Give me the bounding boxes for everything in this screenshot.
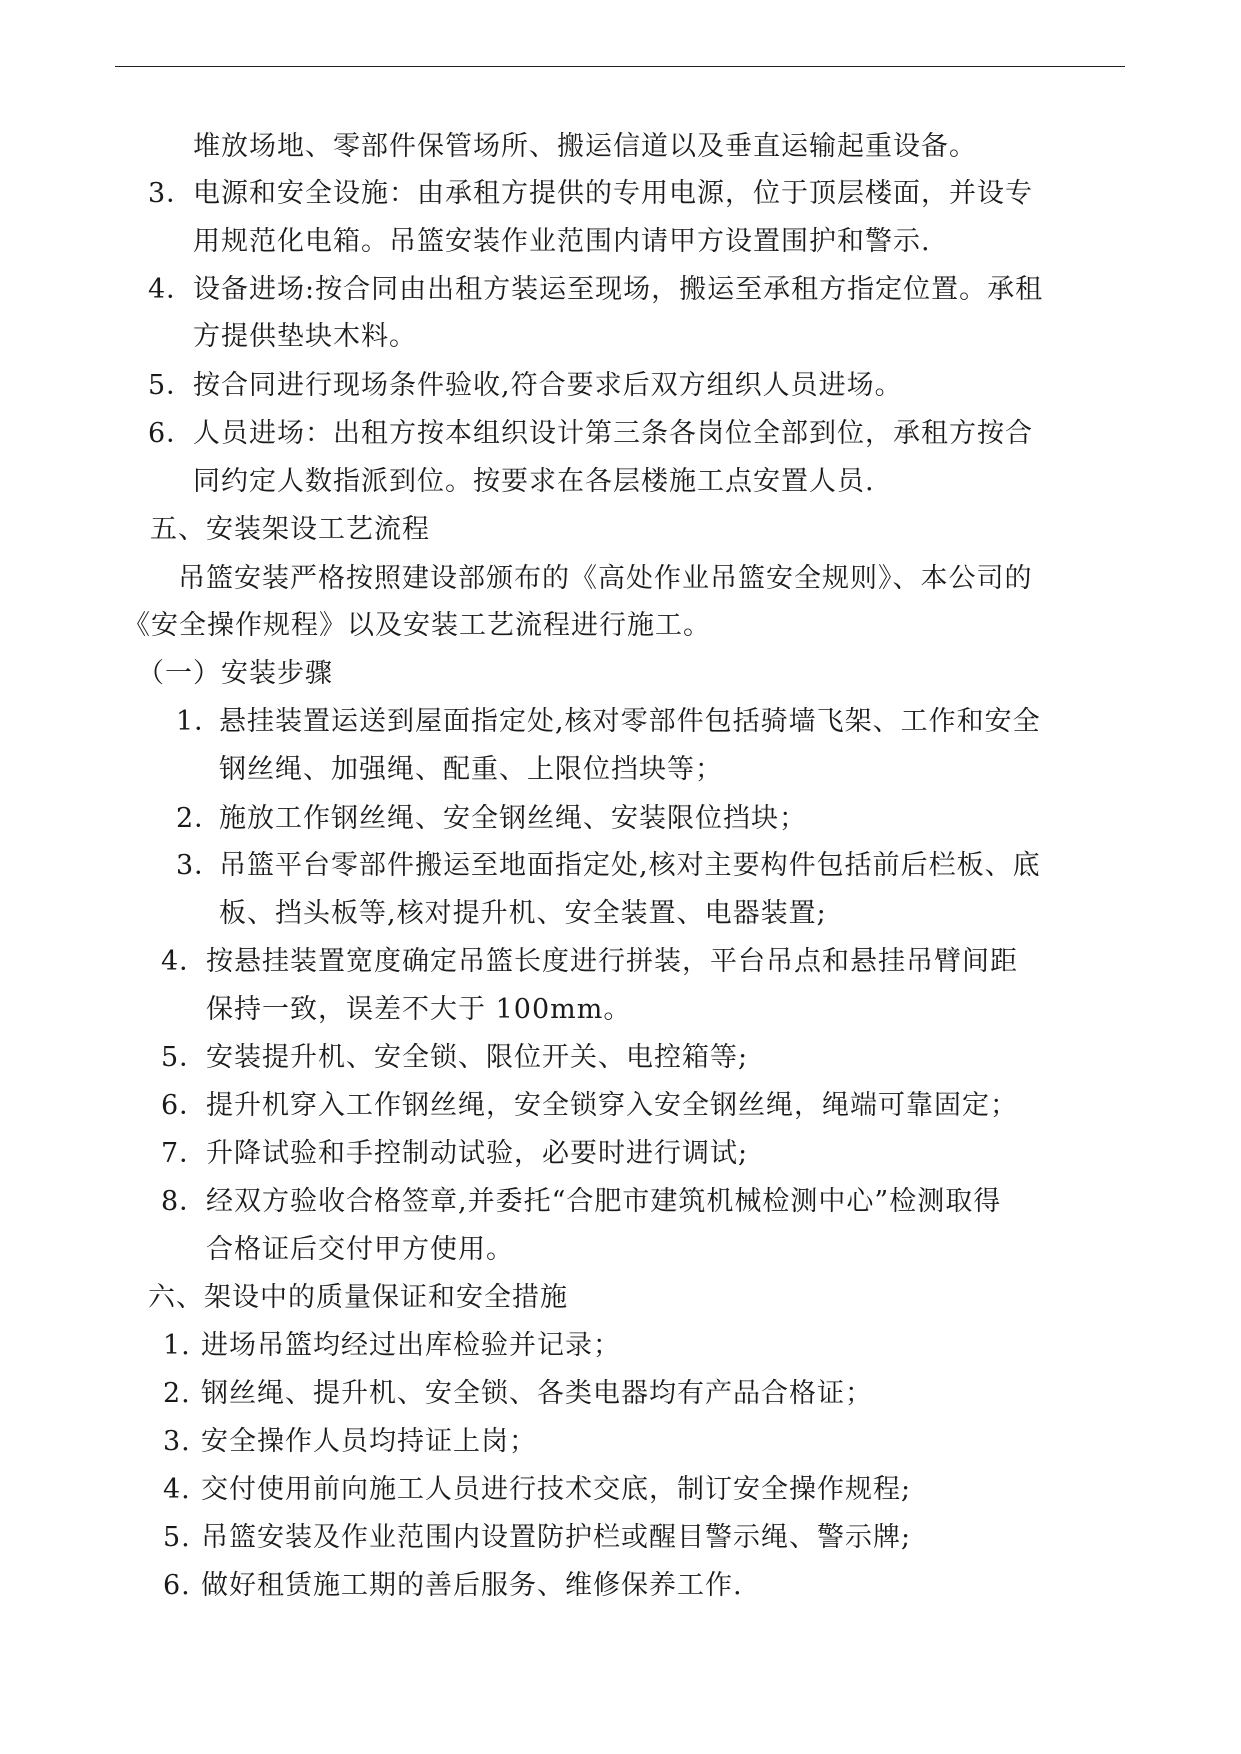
list-item: 6．人员进场：出租方按本组织设计第三条各岗位全部到位，承租方按合 bbox=[148, 418, 1033, 449]
subsection-heading: （一）安装步骤 bbox=[137, 658, 333, 689]
list-item: 6. 做好租赁施工期的善后服务、维修保养工作. bbox=[163, 1570, 743, 1601]
list-item: 2．施放工作钢丝绳、安全钢丝绳、安装限位挡块； bbox=[176, 803, 807, 834]
body-line: 保持一致，误差不大于 100mm。 bbox=[206, 994, 632, 1025]
list-item: 4. 交付使用前向施工人员进行技术交底，制订安全操作规程; bbox=[163, 1474, 912, 1505]
list-item: 5. 吊篮安装及作业范围内设置防护栏或醒目警示绳、警示牌; bbox=[163, 1522, 912, 1553]
list-item: 6．提升机穿入工作钢丝绳，安全锁穿入安全钢丝绳，绳端可靠固定； bbox=[161, 1090, 1018, 1121]
body-line: 钢丝绳、加强绳、配重、上限位挡块等； bbox=[219, 754, 723, 785]
list-item: 3．电源和安全设施：由承租方提供的专用电源，位于顶层楼面，并设专 bbox=[148, 178, 1033, 209]
list-item: 1．悬挂装置运送到屋面指定处,核对零部件包括骑墙飞架、工作和安全 bbox=[176, 706, 1041, 737]
list-item: 3．吊篮平台零部件搬运至地面指定处,核对主要构件包括前后栏板、底 bbox=[176, 850, 1041, 881]
paragraph-line: 《安全操作规程》以及安装工艺流程进行施工。 bbox=[123, 610, 711, 641]
body-line: 方提供垫块木料。 bbox=[193, 321, 417, 352]
list-item: 1. 进场吊篮均经过出库检验并记录； bbox=[163, 1330, 621, 1361]
body-line: 用规范化电箱。吊篮安装作业范围内请甲方设置围护和警示. bbox=[193, 226, 931, 257]
list-item: 4．设备进场:按合同由出租方装运至现场，搬运至承租方指定位置。承租 bbox=[148, 274, 1044, 305]
body-line: 同约定人数指派到位。按要求在各层楼施工点安置人员. bbox=[193, 466, 875, 497]
list-item: 3. 安全操作人员均持证上岗； bbox=[163, 1426, 537, 1457]
paragraph-line: 吊篮安装严格按照建设部颁布的《高处作业吊篮安全规则》、本公司的 bbox=[178, 563, 1033, 594]
section-heading: 五、安装架设工艺流程 bbox=[150, 514, 430, 545]
body-line: 合格证后交付甲方使用。 bbox=[206, 1234, 514, 1265]
list-item: 5．安装提升机、安全锁、限位开关、电控箱等; bbox=[161, 1042, 749, 1073]
list-item: 8．经双方验收合格签章,并委托“合肥市建筑机械检测中心”检测取得 bbox=[161, 1186, 1002, 1217]
list-item: 5．按合同进行现场条件验收,符合要求后双方组织人员进场。 bbox=[148, 370, 903, 401]
list-item: 7．升降试验和手控制动试验，必要时进行调试; bbox=[161, 1138, 749, 1169]
header-rule bbox=[115, 66, 1125, 67]
list-item: 4．按悬挂装置宽度确定吊篮长度进行拼装，平台吊点和悬挂吊臂间距 bbox=[161, 946, 1018, 977]
body-line: 板、挡头板等,核对提升机、安全装置、电器装置; bbox=[219, 898, 827, 929]
body-line: 堆放场地、零部件保管场所、搬运信道以及垂直运输起重设备。 bbox=[193, 131, 977, 162]
list-item: 2. 钢丝绳、提升机、安全锁、各类电器均有产品合格证； bbox=[163, 1378, 873, 1409]
section-heading: 六、架设中的质量保证和安全措施 bbox=[148, 1282, 568, 1313]
